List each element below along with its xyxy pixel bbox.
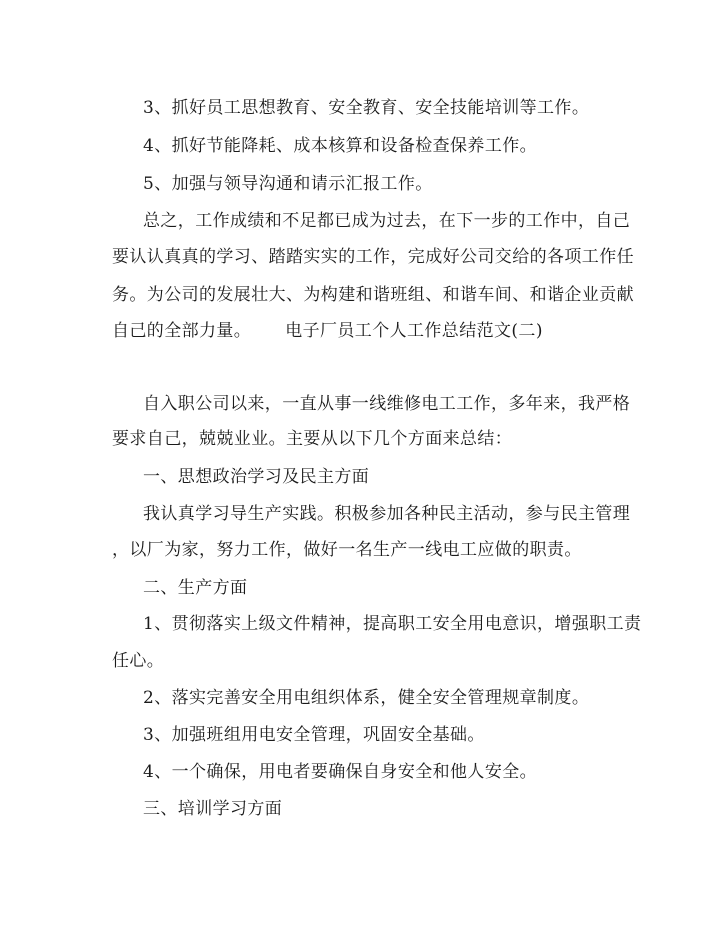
paragraph-line: 要认认真真的学习、踏踏实实的工作，完成好公司交给的各项工作任 (112, 247, 634, 267)
paragraph-line: 我认真学习导生产实践。积极参加各种民主活动，参与民主管理 (143, 504, 631, 524)
paragraph-line: 要求自己，兢兢业业。主要从以下几个方面来总结： (112, 429, 513, 449)
text-line: 3、抓好员工思想教育、安全教育、安全技能培训等工作。 (143, 98, 590, 118)
paragraph-line: 自入职公司以来，一直从事一线维修电工工作，多年来，我严格 (143, 394, 631, 414)
paragraph-line: 务。为公司的发展壮大、为构建和谐班组、和谐车间、和谐企业贡献 (112, 285, 634, 305)
list-item: 3、加强班组用电安全管理，巩固安全基础。 (143, 725, 485, 745)
list-item: 2、落实完善安全用电组织体系，健全安全管理规章制度。 (143, 688, 590, 708)
paragraph-line: 总之，工作成绩和不足都已成为过去，在下一步的工作中，自己 (143, 211, 631, 231)
paragraph-tail: 自己的全部力量。 (112, 321, 252, 341)
section-title: 电子厂员工个人工作总结范文(二) (285, 321, 543, 341)
text-line: 5、加强与领导沟通和请示汇报工作。 (143, 174, 433, 194)
subheading: 三、培训学习方面 (143, 799, 283, 819)
text-line: 4、抓好节能降耗、成本核算和设备检查保养工作。 (143, 136, 538, 156)
list-item-continuation: 任心。 (112, 651, 165, 671)
paragraph-line-with-title (112, 320, 612, 342)
list-item: 4、一个确保，用电者要确保自身安全和他人安全。 (143, 762, 538, 782)
subheading: 一、思想政治学习及民主方面 (143, 467, 370, 487)
subheading: 二、生产方面 (143, 578, 248, 598)
paragraph-line: ，以厂为家，努力工作，做好一名生产一线电工应做的职责。 (112, 540, 582, 560)
list-item: 1、贯彻落实上级文件精神，提高职工安全用电意识，增强职工责 (143, 614, 642, 634)
